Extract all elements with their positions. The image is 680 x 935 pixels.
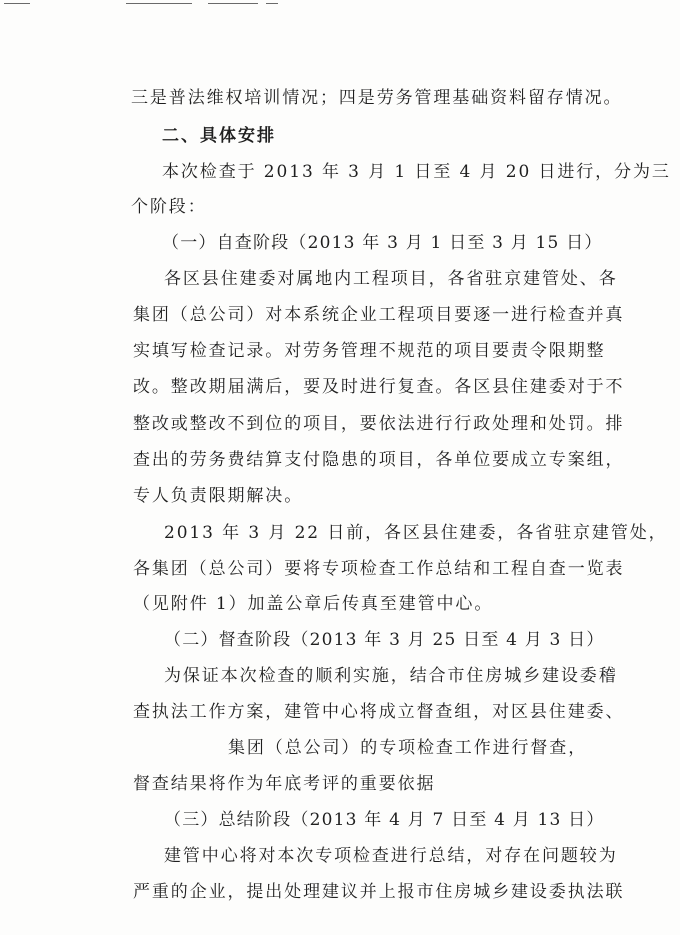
text-line: 三是普法维权培训情况；四是劳务管理基础资料留存情况。 — [131, 88, 623, 108]
text-line: 集团（总公司）对本系统企业工程项目要逐一进行检查并真 — [133, 305, 625, 325]
text-line: 建管中心将对本次专项检查进行总结，对存在问题较为 — [164, 846, 618, 866]
stage-heading: （三）总结阶段（2013 年 4 月 7 日至 4 月 13 日） — [164, 810, 605, 830]
stage-heading: （二）督查阶段（2013 年 3 月 25 日至 4 月 3 日） — [164, 630, 605, 650]
text-line: 改。整改期届满后，要及时进行复查。各区县住建委对于不 — [133, 377, 625, 397]
text-line: 实填写检查记录。对劳务管理不规范的项目要责令限期整 — [133, 341, 606, 361]
stage-heading: （一）自查阶段（2013 年 3 月 1 日至 3 月 15 日） — [162, 233, 603, 253]
text-line: 本次检查于 2013 年 3 月 1 日至 4 月 20 日进行，分为三 — [162, 162, 671, 182]
scan-edge-mark — [208, 3, 258, 4]
text-line: 2013 年 3 月 22 日前，各区县住建委，各省驻京建管处， — [164, 523, 668, 543]
section-heading: 二、具体安排 — [162, 126, 276, 146]
scan-edge-mark — [266, 3, 278, 4]
text-line: 各区县住建委对属地内工程项目，各省驻京建管处、各 — [164, 269, 618, 289]
text-line: 各集团（总公司）要将专项检查工作总结和工程自查一览表 — [133, 559, 625, 579]
text-line: 整改或整改不到位的项目，要依法进行行政处理和处罚。排 — [133, 414, 625, 434]
text-line: 查出的劳务费结算支付隐患的项目，各单位要成立专案组， — [133, 450, 625, 470]
text-line: 查执法工作方案，建管中心将成立督查组，对区县住建委、 — [133, 702, 625, 722]
text-line: 督查结果将作为年底考评的重要依据 — [133, 774, 436, 794]
text-line: 个阶段： — [131, 197, 207, 217]
text-line: 严重的企业，提出处理建议并上报市住房城乡建设委执法联 — [133, 882, 625, 902]
text-line: 集团（总公司）的专项检查工作进行督查， — [228, 738, 588, 758]
text-line: （见附件 1）加盖公章后传真至建管中心。 — [133, 594, 494, 614]
text-line: 为保证本次检查的顺利实施，结合市住房城乡建设委稽 — [164, 666, 618, 686]
text-line: 专人负责限期解决。 — [133, 486, 304, 506]
scan-edge-mark — [126, 3, 192, 4]
scan-edge-mark — [4, 3, 30, 4]
